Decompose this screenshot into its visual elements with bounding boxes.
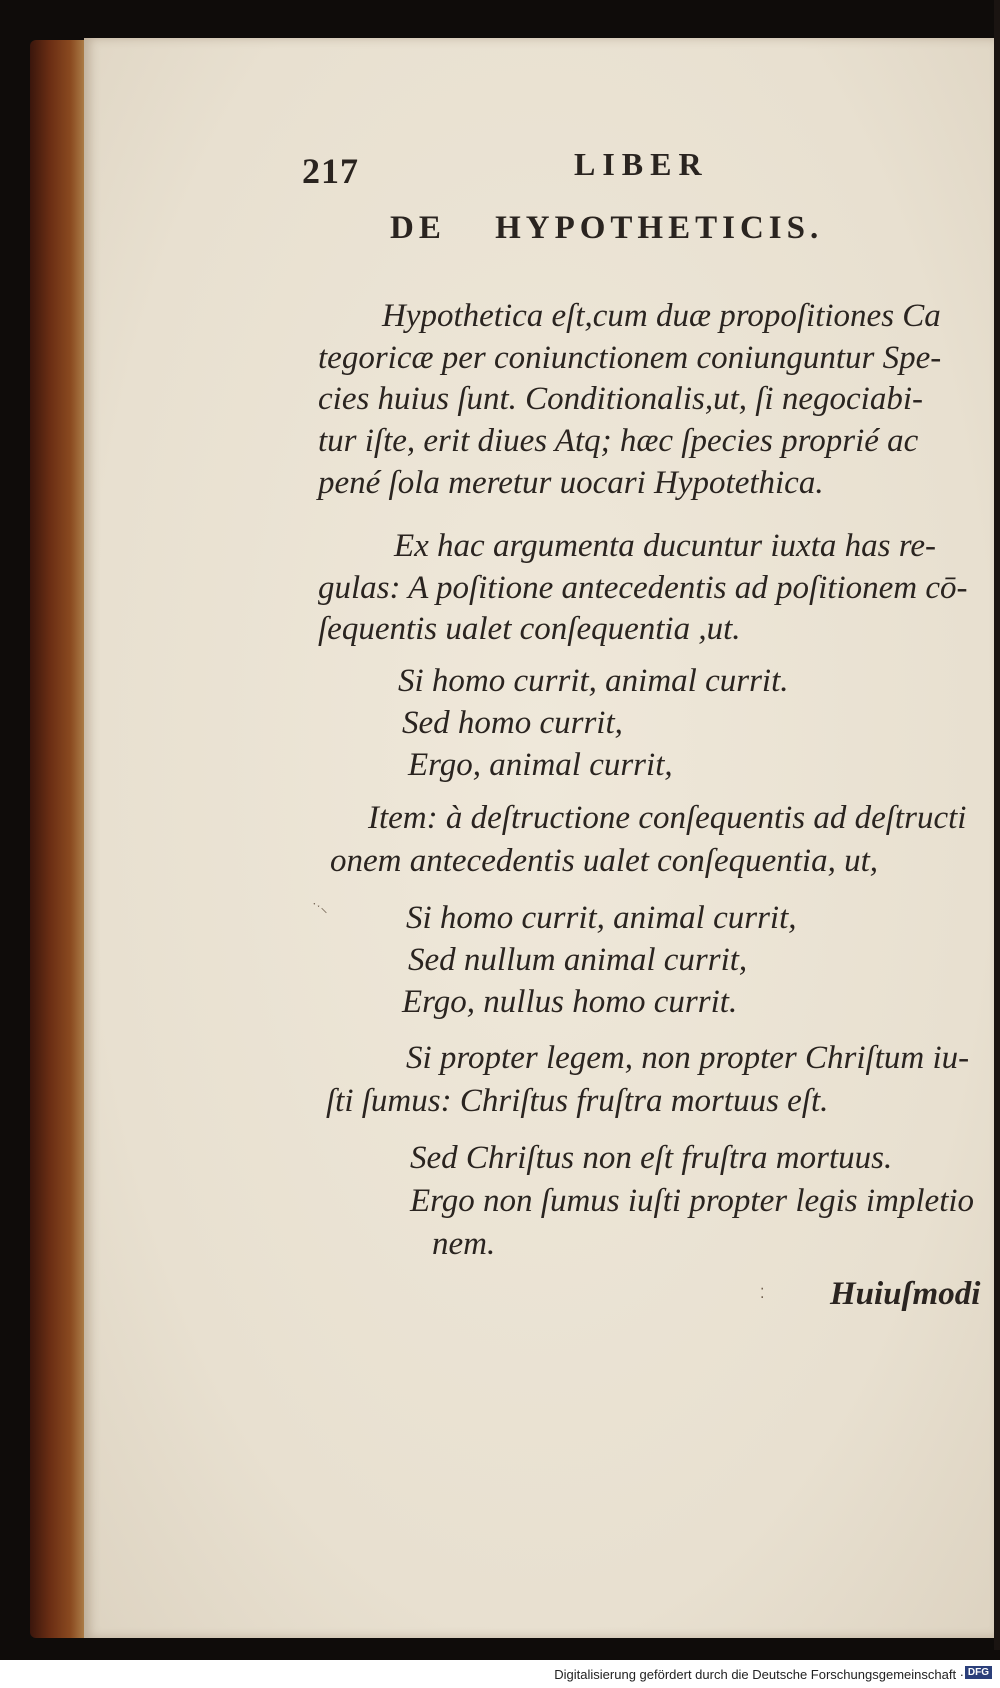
syllogism-line: Ergo non ſumus iuſti propter legis impletio [410, 1183, 975, 1219]
ink-speck: ⁚ [760, 1287, 765, 1302]
text-line: tegoricæ per coniunctionem coniunguntur Spe- [318, 340, 942, 376]
text-line: Item: à deſtructione conſequentis ad deſtructi [368, 800, 967, 836]
ink-speck: ˙ˑ⸜ [312, 901, 328, 916]
syllogism-line: Ergo, nullus homo currit. [402, 984, 738, 1020]
text-line: ſequentis ualet conſequentia ,ut. [318, 611, 741, 647]
syllogism-line: Si homo currit, animal currit. [398, 663, 789, 699]
catchword: Huiuſmodi [830, 1276, 981, 1312]
dfg-logo: DFG [965, 1666, 992, 1679]
syllogism-line: Sed nullum animal currit, [408, 942, 748, 978]
syllogism-line: Sed Chriſtus non eſt fruſtra mortuus. [410, 1140, 893, 1176]
text-line: cies huius ſunt. Conditionalis,ut, ſi negociabi- [318, 381, 923, 417]
text-line: onem antecedentis ualet conſequentia, ut, [330, 843, 879, 879]
text-line: gulas: A poſitione antecedentis ad poſitionem cō- [318, 570, 968, 606]
syllogism-line: Ergo, animal currit, [408, 747, 673, 783]
text-line: tur iſte, erit diues Atq; hæc ſpecies proprié ac [318, 423, 919, 459]
text-line: Ex hac argumenta ducuntur iuxta has re- [394, 528, 936, 564]
syllogism-line: Sed homo currit, [402, 705, 623, 741]
text-line: pené ſola meretur uocari Hypotethica. [318, 465, 824, 501]
syllogism-line: nem. [432, 1226, 496, 1262]
running-head: LIBER [574, 146, 709, 182]
section-heading: DE HYPOTHETICIS. [390, 210, 824, 246]
text-line: Si propter legem, non propter Chriſtum iu- [406, 1040, 970, 1076]
syllogism-line: Si homo currit, animal currit, [406, 900, 797, 936]
footer-bar [0, 1660, 1000, 1688]
page-edge-shadow [994, 0, 1000, 1650]
folio-number: 217 [302, 151, 359, 191]
text-line: ſti ſumus: Chriſtus fruſtra mortuus eſt. [326, 1083, 829, 1119]
book-page [84, 38, 994, 1638]
text-line: Hypothetica eſt,cum duæ propoſitiones Ca [382, 298, 941, 334]
book-spine-edge [30, 40, 88, 1638]
footer-caption: Digitalisierung gefördert durch die Deutsche Forschungsgemeinschaft · [554, 1667, 964, 1682]
